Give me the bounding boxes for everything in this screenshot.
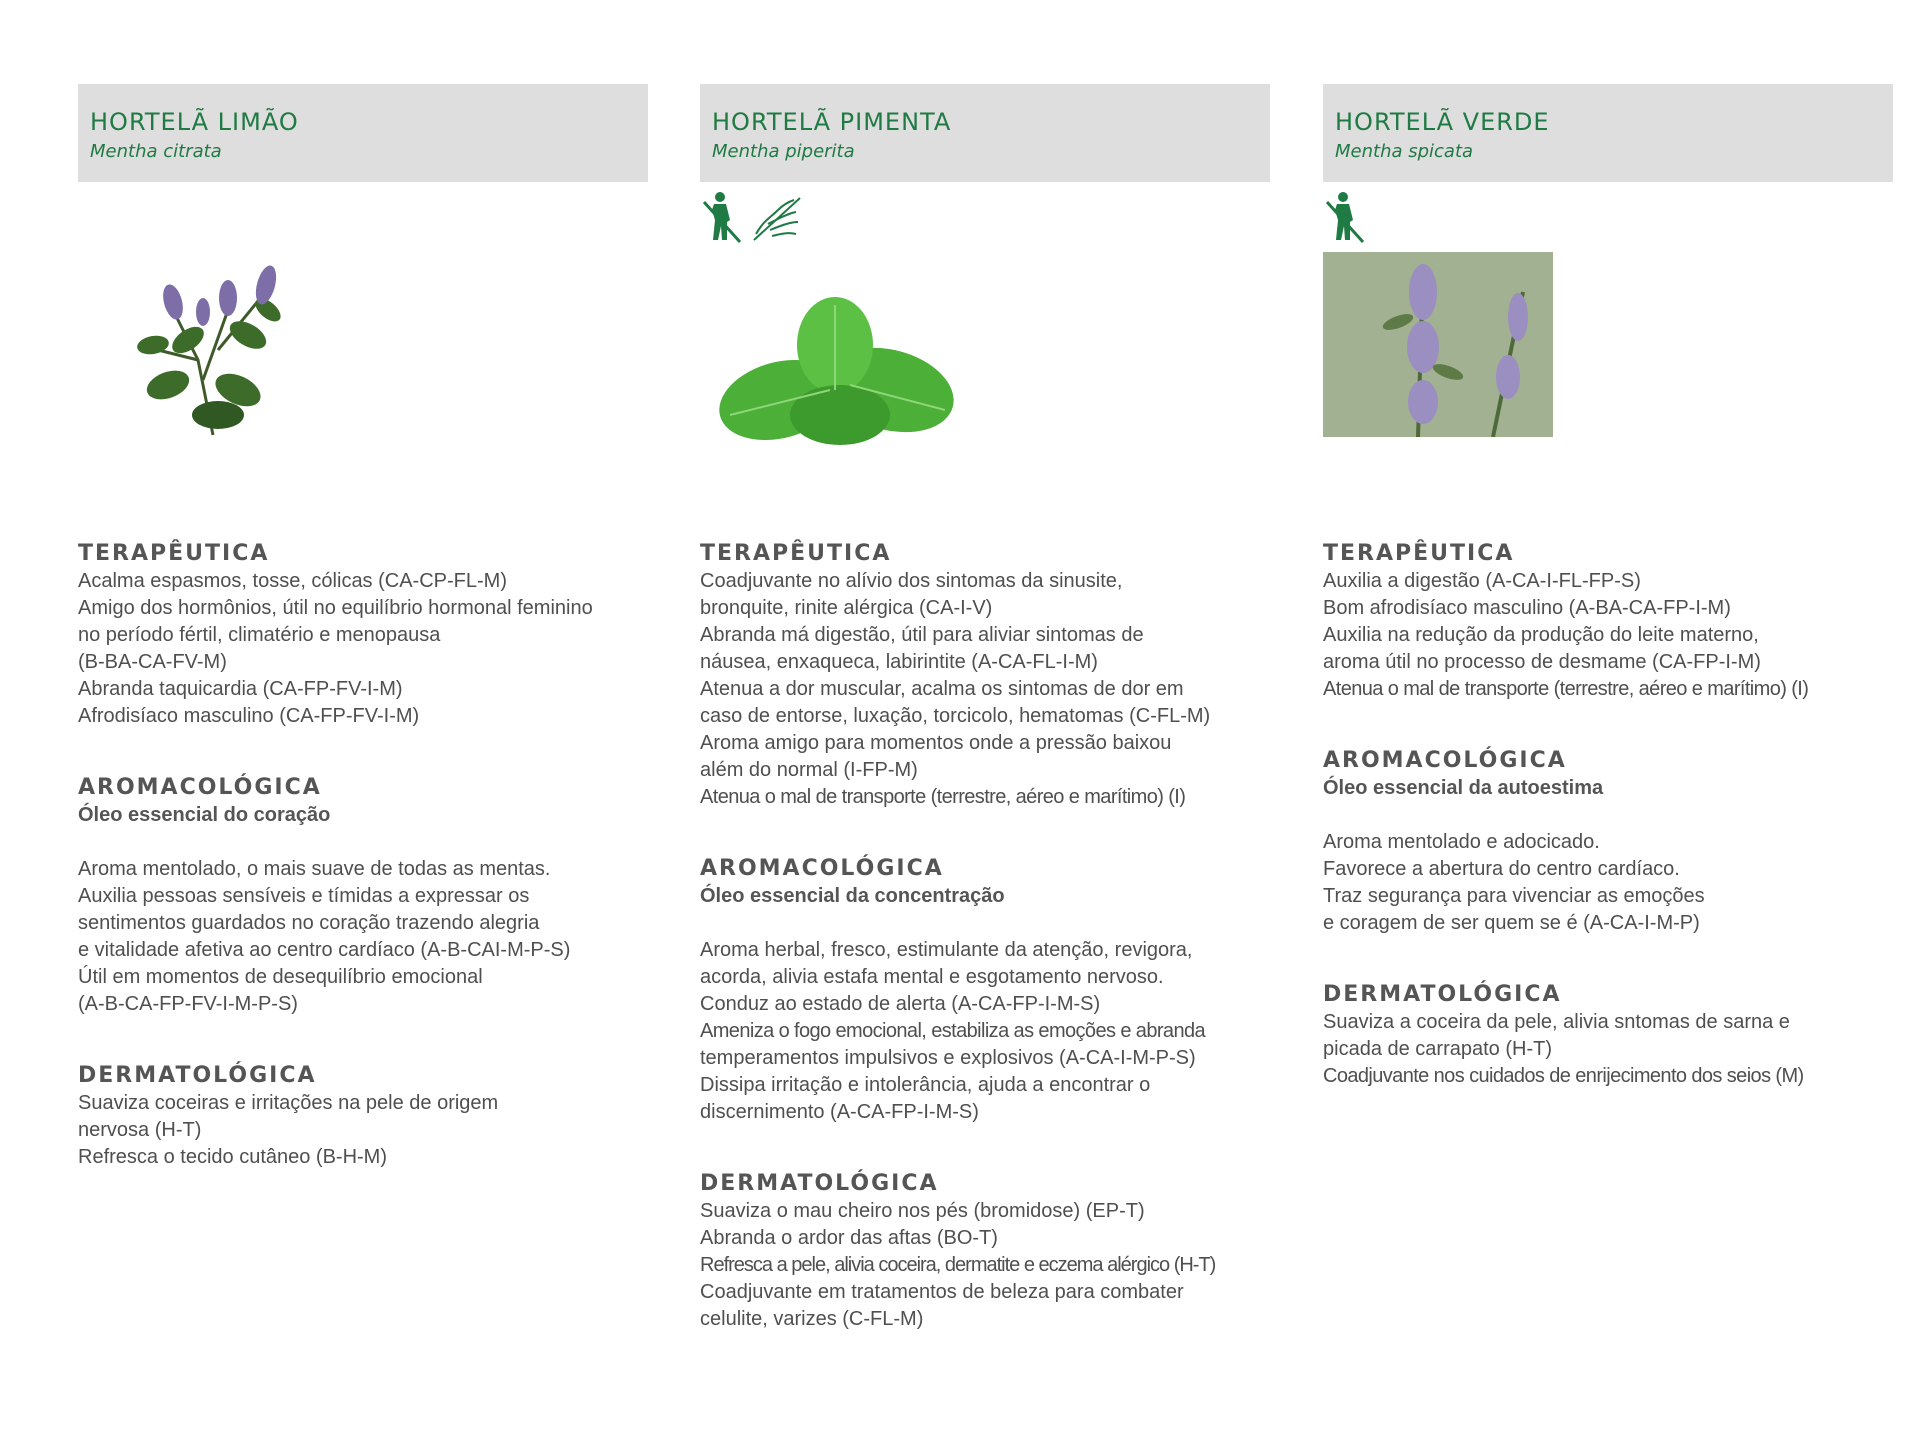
section-title: AROMACOLÓGICA bbox=[1323, 748, 1567, 773]
text-line: aroma útil no processo de desmame (CA-FP-I-M) bbox=[1323, 651, 1761, 673]
section-subtitle: Óleo essencial do coração bbox=[78, 804, 331, 826]
text-line: Aroma mentolado e adocicado. bbox=[1323, 831, 1600, 853]
plant-photo bbox=[78, 250, 648, 540]
section-aromacologica bbox=[78, 774, 648, 1018]
text-line: Refresca o tecido cutâneo (B-H-M) bbox=[78, 1146, 388, 1168]
text-line: Aroma amigo para momentos onde a pressão baixou bbox=[700, 732, 1172, 754]
text-line: Atenua o mal de transporte (terrestre, aéreo e marítimo) (I) bbox=[1323, 678, 1809, 700]
text-line: bronquite, rinite alérgica (CA-I-V) bbox=[700, 597, 993, 619]
text-line: Ameniza o fogo emocional, estabiliza as emoções e abranda bbox=[700, 1020, 1206, 1042]
text-line: nervosa (H-T) bbox=[78, 1119, 202, 1141]
section-dermatologica bbox=[1323, 981, 1893, 1090]
text-line: celulite, varizes (C-FL-M) bbox=[700, 1308, 924, 1330]
text-line: picada de carrapato (H-T) bbox=[1323, 1038, 1552, 1060]
section-title: TERAPÊUTICA bbox=[78, 541, 270, 566]
section-title: DERMATOLÓGICA bbox=[1323, 982, 1562, 1007]
text-line: Atenua a dor muscular, acalma os sintomas de dor em bbox=[700, 678, 1184, 700]
scientific-name: Mentha spicata bbox=[1335, 141, 1474, 162]
text-line: e vitalidade afetiva ao centro cardíaco (A-B-CAI-M-P-S) bbox=[78, 939, 571, 961]
plant-name: HORTELÃ LIMÃO bbox=[90, 108, 299, 136]
text-line: (A-B-CA-FP-FV-I-M-P-S) bbox=[78, 993, 298, 1015]
section-terapeutica bbox=[700, 540, 1270, 811]
section-terapeutica bbox=[1323, 540, 1893, 703]
text-line: Bom afrodisíaco masculino (A-BA-CA-FP-I-M) bbox=[1323, 597, 1731, 619]
text-line: (B-BA-CA-FV-M) bbox=[78, 651, 227, 673]
text-line: Aroma herbal, fresco, estimulante da atenção, revigora, bbox=[700, 939, 1193, 961]
text-line: temperamentos impulsivos e explosivos (A-CA-I-M-P-S) bbox=[700, 1047, 1196, 1069]
text-line: além do normal (I-FP-M) bbox=[700, 759, 918, 781]
lemon-mint-plant-image bbox=[118, 240, 288, 440]
section-terapeutica bbox=[78, 540, 648, 730]
text-line: Dissipa irritação e intolerância, ajuda a encontrar o bbox=[700, 1074, 1151, 1096]
warning-icons bbox=[1323, 182, 1893, 250]
text-line: Amigo dos hormônios, útil no equilíbrio hormonal feminino bbox=[78, 597, 593, 619]
text-line: Favorece a abertura do centro cardíaco. bbox=[1323, 858, 1680, 880]
no-pregnancy-icon bbox=[700, 190, 744, 246]
section-subtitle: Óleo essencial da autoestima bbox=[1323, 777, 1604, 799]
column-header bbox=[700, 84, 1270, 182]
section-title: DERMATOLÓGICA bbox=[700, 1171, 939, 1196]
peppermint-leaves-image bbox=[710, 290, 970, 460]
section-title: DERMATOLÓGICA bbox=[78, 1063, 317, 1088]
text-line: Suaviza o mau cheiro nos pés (bromidose) (EP-T) bbox=[700, 1200, 1145, 1222]
text-line: Útil em momentos de desequilíbrio emocional bbox=[78, 966, 483, 988]
section-dermatologica bbox=[78, 1062, 648, 1171]
text-line: Conduz ao estado de alerta (A-CA-FP-I-M-S) bbox=[700, 993, 1101, 1015]
no-children-icon bbox=[750, 190, 804, 246]
text-line: Suaviza coceiras e irritações na pele de origem bbox=[78, 1092, 499, 1114]
section-aromacologica bbox=[1323, 747, 1893, 937]
text-line: Afrodisíaco masculino (CA-FP-FV-I-M) bbox=[78, 705, 420, 727]
section-title: TERAPÊUTICA bbox=[1323, 541, 1515, 566]
column-header bbox=[78, 84, 648, 182]
text-line: Coadjuvante nos cuidados de enrijecimento dos seios (M) bbox=[1323, 1065, 1804, 1087]
text-line: Abranda má digestão, útil para aliviar sintomas de bbox=[700, 624, 1144, 646]
scientific-name: Mentha piperita bbox=[712, 141, 855, 162]
section-title: AROMACOLÓGICA bbox=[700, 856, 944, 881]
text-line: Abranda o ardor das aftas (BO-T) bbox=[700, 1227, 998, 1249]
section-subtitle: Óleo essencial da concentração bbox=[700, 885, 1005, 907]
text-line: Auxilia na redução da produção do leite materno, bbox=[1323, 624, 1759, 646]
text-line: náusea, enxaqueca, labirintite (A-CA-FL-I-M) bbox=[700, 651, 1098, 673]
text-line: Refresca a pele, alivia coceira, dermatite e eczema alérgico (H-T) bbox=[700, 1254, 1216, 1276]
plant-photo bbox=[700, 250, 1270, 540]
section-dermatologica bbox=[700, 1170, 1270, 1333]
text-line: caso de entorse, luxação, torcicolo, hematomas (C-FL-M) bbox=[700, 705, 1211, 727]
section-title: AROMACOLÓGICA bbox=[78, 775, 322, 800]
section-title: TERAPÊUTICA bbox=[700, 541, 892, 566]
text-line: Traz segurança para vivenciar as emoções bbox=[1323, 885, 1705, 907]
section-aromacologica bbox=[700, 855, 1270, 1126]
text-line: Suaviza a coceira da pele, alivia sntomas de sarna e bbox=[1323, 1011, 1790, 1033]
text-line: no período fértil, climatério e menopausa bbox=[78, 624, 441, 646]
plant-name: HORTELÃ PIMENTA bbox=[712, 108, 952, 136]
column-header bbox=[1323, 84, 1893, 182]
text-line: Aroma mentolado, o mais suave de todas as mentas. bbox=[78, 858, 551, 880]
text-line: Abranda taquicardia (CA-FP-FV-I-M) bbox=[78, 678, 403, 700]
mint-column-lemon bbox=[78, 84, 648, 1215]
mint-column-pepper bbox=[700, 84, 1270, 1377]
text-line: Auxilia pessoas sensíveis e tímidas a expressar os bbox=[78, 885, 530, 907]
plant-photo bbox=[1323, 250, 1893, 540]
warning-icons bbox=[700, 182, 1270, 250]
spearmint-flowers-image bbox=[1323, 252, 1553, 437]
text-line: Coadjuvante no alívio dos sintomas da sinusite, bbox=[700, 570, 1123, 592]
text-line: sentimentos guardados no coração trazendo alegria bbox=[78, 912, 540, 934]
text-line: Atenua o mal de transporte (terrestre, aéreo e marítimo) (I) bbox=[700, 786, 1186, 808]
text-line: acorda, alivia estafa mental e esgotamento nervoso. bbox=[700, 966, 1164, 988]
mint-column-spear bbox=[1323, 84, 1893, 1134]
text-line: e coragem de ser quem se é (A-CA-I-M-P) bbox=[1323, 912, 1700, 934]
text-line: discernimento (A-CA-FP-I-M-S) bbox=[700, 1101, 979, 1123]
text-line: Auxilia a digestão (A-CA-I-FL-FP-S) bbox=[1323, 570, 1641, 592]
plant-name: HORTELÃ VERDE bbox=[1335, 108, 1550, 136]
no-pregnancy-icon bbox=[1323, 190, 1367, 246]
text-line: Coadjuvante em tratamentos de beleza para combater bbox=[700, 1281, 1184, 1303]
scientific-name: Mentha citrata bbox=[90, 141, 222, 162]
text-line: Acalma espasmos, tosse, cólicas (CA-CP-FL-M) bbox=[78, 570, 507, 592]
